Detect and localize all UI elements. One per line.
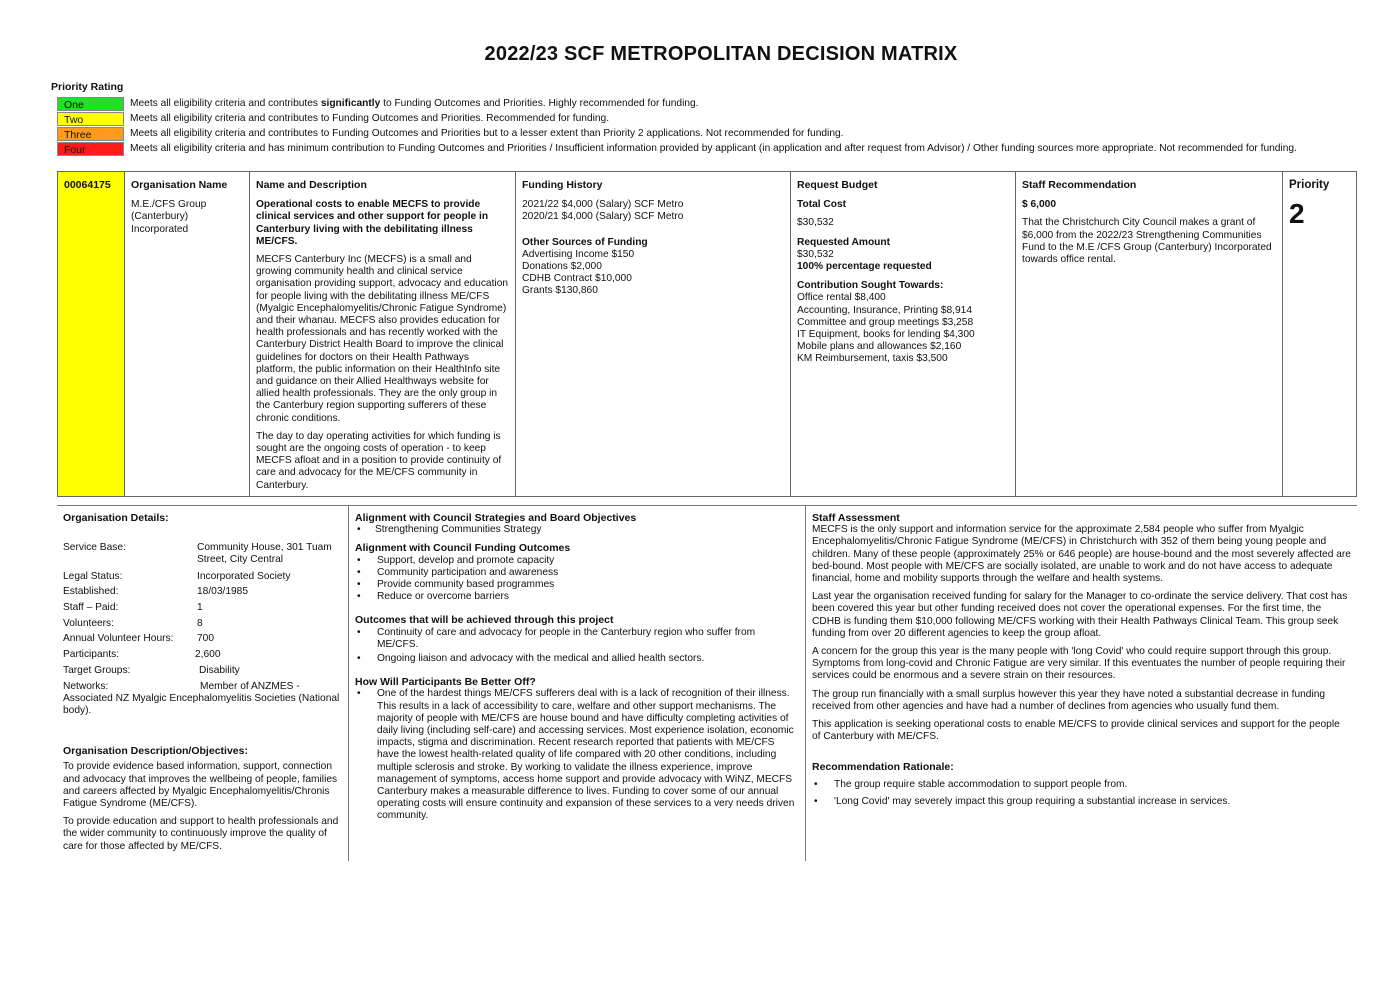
funding-outcomes-list <box>355 555 799 604</box>
organisation-description-heading: Organisation Description/Objectives: <box>63 745 248 758</box>
percent-requested: 100% percentage requested <box>797 261 932 273</box>
assessment-paragraph: The group run financially with a small surplus however this year they have noted a substantial decrease in funding received from other agencies and have had a number of declines from agencies who usually fund them. <box>812 688 1326 712</box>
funding-history-cell <box>516 172 791 496</box>
organisation-objective: To provide evidence based information, support, connection and advocacy that improves the wellbeing of people, families and careers affected by Myalgic Encephalomyelitis/Chronis Fatigue Syndrome (ME/CFS). <box>63 761 338 809</box>
assessment-paragraph: A concern for the group this year is the many people with 'long Covid' who could require support through this group. Symptoms from long-covid and Chronic Fatigue are very similar. If this eventuates the number of people requiring their services could be enormous and a severe strain on their resources. <box>812 646 1346 682</box>
priority-legend-text-one: Meets all eligibility criteria and contributes significantly to Funding Outcomes and Priorities. Highly recommended for funding. <box>130 98 699 109</box>
contribution-header: Contribution Sought Towards: <box>797 280 944 292</box>
service-base-row: Service Base: Community House, 301 Tuam Street, City Central <box>63 542 342 566</box>
target-groups-row: Target Groups: Disability <box>63 664 240 676</box>
contribution-item: Office rental $8,400 <box>797 292 886 304</box>
rationale-list <box>812 779 1351 808</box>
staff-recommendation-text: That the Christchurch City Council makes a grant of $6,000 from the 2022/23 Strengthening Communities Fund to the M.E /CFS Group (Canterbury) Incorporated towards office rental. <box>1022 217 1272 266</box>
request-budget-header: Request Budget <box>797 179 878 191</box>
description-paragraph-1: MECFS Canterbury Inc (MECFS) is a small and growing community health and clinical service organisation providing support, advocacy and education for people living with the debilitating illness ME/CFS (Myalgic Encephalomyelitis/Chronic Fatigue Syndrome) and their whanau. MECFS also provides education for health professionals and has recently worked with the Canterbury District Health Board to improve the clinical guidelines for doctors on their Health Pathways platform, the public information on their HealthInfo site and guidance on their Allied Healthways website for allied health professionals. They are the only group in the Canterbury region supporting sufferers of these chronic conditions. <box>256 254 509 424</box>
project-outcomes-list <box>355 627 799 666</box>
priority-legend-row-two <box>57 112 609 126</box>
organisation-details-panel <box>57 506 348 861</box>
contribution-item: Accounting, Insurance, Printing $8,914 <box>797 304 972 316</box>
other-source-item: Advertising Income $150 <box>522 248 635 260</box>
priority-badge-one: One <box>57 97 124 111</box>
organisation-name-header: Organisation Name <box>131 179 228 191</box>
list-item: • Community participation and awareness <box>355 567 799 579</box>
project-title: Operational costs to enable MECFS to provide clinical services and other support for people in Canterbury living with the debilitating illness ME/CFS. <box>256 199 489 247</box>
list-item: • Provide community based programmes <box>355 579 799 591</box>
contribution-item: Mobile plans and allowances $2,160 <box>797 341 962 353</box>
priority-rating-heading: Priority Rating <box>51 81 124 93</box>
record-id: 00064175 <box>64 179 111 191</box>
priority-legend-text-four: Meets all eligibility criteria and has minimum contribution to Funding Outcomes and Priorities / Insufficient information provided by applicant (in application and after request from Advisor) / Other funding sources more appropriate. Not recommended for funding. <box>130 143 1297 154</box>
contribution-item: Committee and group meetings $3,258 <box>797 316 974 328</box>
priority-legend-row-three <box>57 127 843 141</box>
priority-badge-four: Four <box>57 142 124 156</box>
assessment-paragraph: This application is seeking operational costs to enable ME/CFS to provide clinical services and support for the people of Canterbury with ME/CFS. <box>812 719 1340 743</box>
list-item: • Continuity of care and advocacy for people in the Canterbury region who suffer from ME/CFS. <box>355 627 799 651</box>
funding-history-item: 2021/22 $4,000 (Salary) SCF Metro <box>522 199 684 211</box>
staff-recommendation-amount: $ 6,000 <box>1022 199 1056 211</box>
priority-legend-text-three: Meets all eligibility criteria and contributes to Funding Outcomes and Priorities but to a lesser extent than Priority 2 applications. Not recommended for funding. <box>130 128 844 139</box>
assessment-paragraph: Last year the organisation received funding for salary for the Manager to co-ordinate the service delivery. That cost has been covered this year but other funding received does not cover the operational expenses. For the first time, the CDHB is funding them $10,000 following ME/CFS working with their Health Pathways Clinical Team. This group seek funding from over 20 different agencies to keep the group afloat. <box>812 591 1348 639</box>
staff-recommendation-cell <box>1016 172 1283 496</box>
organisation-name: M.E./CFS Group (Canterbury) Incorporated <box>131 199 207 235</box>
organisation-objective: To provide education and support to health professionals and the wider community to continuously improve the quality of care for those affected by ME/CFS. <box>63 816 339 852</box>
list-item: • Reduce or overcome barriers <box>355 591 799 603</box>
description-cell <box>250 172 516 496</box>
list-item: • One of the hardest things ME/CFS sufferers deal with is a lack of recognition of their illness. This results in a lack of accessibility to care, welfare and other support mechanisms. The majority of people with ME/CFS are house bound and have difficulty completing activities of daily living (including self-care) and accessing services. Most experience isolation, economic impacts, stigma and discrimination. Recent research reported that patients with ME/CFS have the lowest health-related quality of life compared with 20 other conditions, including multiple sclerosis and stroke. By working to validate the illness experience, improve management of symptoms, access home support and provide advocacy with WiNZ, MECFS Canterbury makes a measurable difference to lives. Funding to cover some of our annual operating costs will ensure continuity and expansion of these services to a very needs driven community. <box>355 688 799 822</box>
requested-amount-value: $30,532 <box>797 248 834 260</box>
priority-badge-two: Two <box>57 112 124 126</box>
priority-badge-three: Three <box>57 127 124 141</box>
priority-header: Priority <box>1289 179 1330 191</box>
staff-paid-row: Staff – Paid: 1 <box>63 602 203 614</box>
application-record-table <box>57 171 1357 497</box>
volunteers-row: Volunteers: 8 <box>63 617 203 629</box>
staff-assessment-heading: Staff Assessment <box>812 512 900 524</box>
organisation-details-heading: Organisation Details: <box>63 512 169 524</box>
page-title: 2022/23 SCF METROPOLITAN DECISION MATRIX <box>484 43 958 65</box>
organisation-name-cell <box>125 172 250 496</box>
total-cost-value: $30,532 <box>797 217 834 229</box>
established-row: Established: 18/03/1985 <box>63 586 248 598</box>
priority-value: 2 <box>1289 198 1305 230</box>
requested-amount-label: Requested Amount <box>797 236 891 248</box>
description-header: Name and Description <box>256 179 367 191</box>
description-paragraph-2: The day to day operating activities for which funding is sought are the ongoing costs of operation - to keep MECFS afloat and in a position to provide continuity of care and advocacy for the ME/CFS community in Canterbury. <box>256 430 502 491</box>
assessment-paragraph: MECFS is the only support and information service for the approximate 2,584 people who suffer from Myalgic Encephalomyelitis/Chronic Fatigue Syndrome (ME/CFS) in Christchurch with 352 of them being young people and children. Many of these people (approximately 25% or 646 people) are house-bound and the most severely affected are bed-bound. Most people with ME/CFS are socially isolated, are unable to work and do not have access to adequate financial, home and mobility supports through the welfare and health systems. <box>812 524 1351 585</box>
contribution-item: KM Reimbursement, taxis $3,500 <box>797 353 948 365</box>
total-cost-label: Total Cost <box>797 199 847 211</box>
project-outcomes-heading: Outcomes that will be achieved through this project <box>355 614 614 627</box>
list-item: • Support, develop and promote capacity <box>355 555 799 567</box>
strategies-list <box>355 524 799 536</box>
legal-status-row: Legal Status: Incorporated Society <box>63 570 291 582</box>
priority-legend-row-one <box>57 97 699 111</box>
better-off-heading: How Will Participants Be Better Off? <box>355 676 536 689</box>
other-source-item: Grants $130,860 <box>522 285 598 297</box>
list-item: • Ongoing liaison and advocacy with the medical and allied health sectors. <box>355 653 799 665</box>
networks-row: Networks: Member of ANZMES - Associated NZ Myalgic Encephalomyelitis Societies (National body). <box>63 680 340 716</box>
list-item: • 'Long Covid' may severely impact this group requiring a substantial increase in services. <box>812 796 1351 808</box>
funding-history-header: Funding History <box>522 179 603 191</box>
other-source-item: Donations $2,000 <box>522 261 602 273</box>
record-id-cell <box>58 172 125 496</box>
staff-assessment-panel <box>806 506 1357 861</box>
service-base-value: Community House, 301 Tuam Street, City Central <box>197 542 332 566</box>
request-budget-cell <box>791 172 1016 496</box>
funding-history-item: 2020/21 $4,000 (Salary) SCF Metro <box>522 211 684 223</box>
list-item: • Strengthening Communities Strategy <box>355 524 799 536</box>
other-source-item: CDHB Contract $10,000 <box>522 273 632 285</box>
rationale-heading: Recommendation Rationale: <box>812 761 954 774</box>
other-sources-header: Other Sources of Funding <box>522 236 648 248</box>
priority-legend-row-four <box>57 142 1297 156</box>
funding-outcomes-heading: Alignment with Council Funding Outcomes <box>355 542 571 555</box>
contribution-item: IT Equipment, books for lending $4,300 <box>797 329 975 341</box>
participants-row: Participants: 2,600 <box>63 649 221 661</box>
alignment-panel <box>349 506 805 861</box>
list-item: • The group require stable accommodation to support people from. <box>812 779 1351 791</box>
strategies-heading: Alignment with Council Strategies and Board Objectives <box>355 512 637 524</box>
staff-recommendation-header: Staff Recommendation <box>1022 179 1137 191</box>
priority-cell <box>1283 172 1356 496</box>
priority-legend-text-two: Meets all eligibility criteria and contributes to Funding Outcomes and Priorities. Recommended for funding. <box>130 113 610 124</box>
better-off-list <box>355 688 799 822</box>
volunteer-hours-row: Annual Volunteer Hours: 700 <box>63 633 214 645</box>
